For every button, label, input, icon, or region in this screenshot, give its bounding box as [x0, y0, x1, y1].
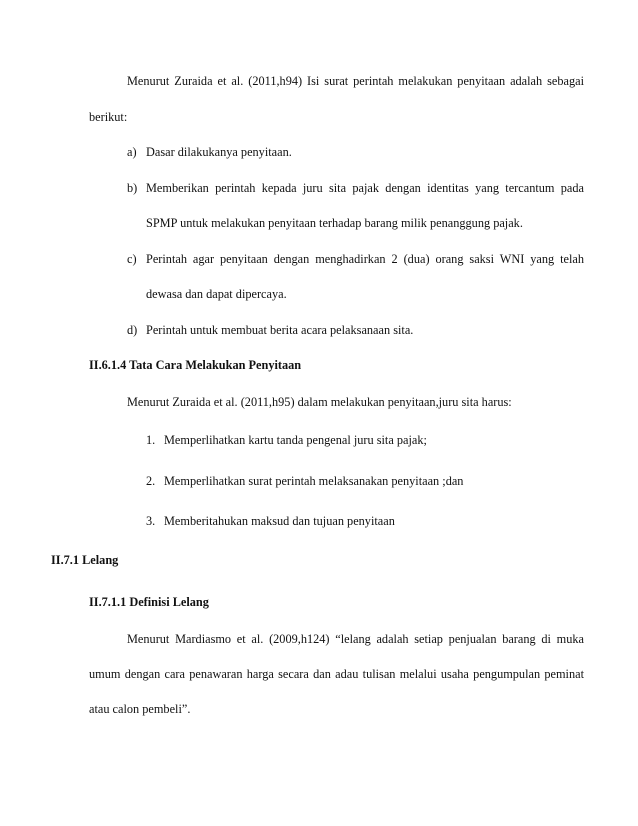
paragraph-2: Menurut Zuraida et al. (2011,h95) dalam melakukan penyitaan,juru sita harus: [127, 395, 512, 409]
list-item-c-line-1: Perintah agar penyitaan dengan menghadirkan 2 (dua) orang saksi WNI yang telah [146, 252, 584, 266]
list-item-a-text: Dasar dilakukanya penyitaan. [146, 145, 292, 159]
paragraph-3-line-2: umum dengan cara penawaran harga secara dan adau tulisan melalui usaha pengumpulan peminat [89, 667, 584, 681]
list-item-b-line-2: SPMP untuk melakukan penyitaan terhadap barang milik penanggung pajak. [146, 216, 523, 230]
section-heading-2-6-1-4: II.6.1.4 Tata Cara Melakukan Penyitaan [89, 358, 302, 372]
list-item-a-marker: a) [127, 145, 137, 159]
numbered-item-1-text: Memperlihatkan kartu tanda pengenal juru sita pajak; [164, 433, 427, 447]
numbered-item-1-marker: 1. [146, 433, 156, 447]
list-item-c-marker: c) [127, 252, 137, 266]
numbered-item-3-text: Memberitahukan maksud dan tujuan penyitaan [164, 514, 395, 528]
section-heading-2-7-1: II.7.1 Lelang [51, 553, 119, 567]
section-heading-2-7-1-1: II.7.1.1 Definisi Lelang [89, 595, 209, 609]
paragraph-1-line-2: berikut: [89, 110, 128, 124]
list-item-b-line-1: Memberikan perintah kepada juru sita pajak dengan identitas yang tercantum pada [146, 181, 584, 195]
list-item-d-marker: d) [127, 323, 138, 337]
list-item-c-line-2: dewasa dan dapat dipercaya. [146, 287, 287, 301]
paragraph-3-line-1: Menurut Mardiasmo et al. (2009,h124) “lelang adalah setiap penjualan barang di muka [127, 632, 584, 646]
numbered-item-2-marker: 2. [146, 474, 156, 488]
list-item-d-text: Perintah untuk membuat berita acara pelaksanaan sita. [146, 323, 414, 337]
paragraph-1-line-1: Menurut Zuraida et al. (2011,h94) Isi surat perintah melakukan penyitaan adalah sebagai [127, 74, 584, 88]
paragraph-3-line-3: atau calon pembeli”. [89, 702, 191, 716]
list-item-b-marker: b) [127, 181, 138, 195]
numbered-item-2-text: Memperlihatkan surat perintah melaksanakan penyitaan ;dan [164, 474, 464, 488]
numbered-item-3-marker: 3. [146, 514, 156, 528]
